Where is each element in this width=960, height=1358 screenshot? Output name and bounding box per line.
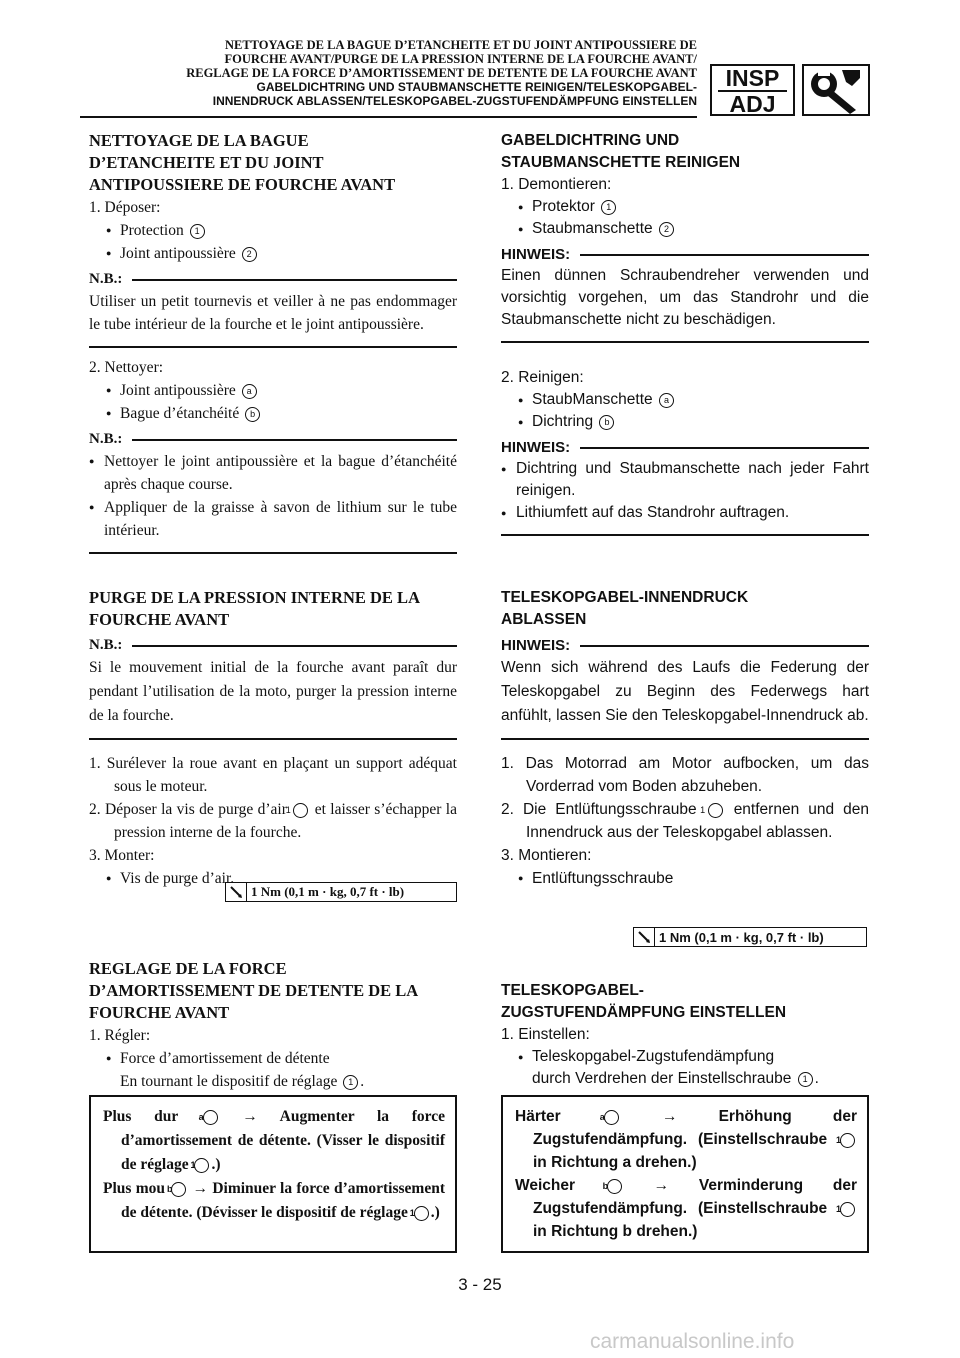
- de-box-softer: Weicher b → Verminderung der Zugstufendämpfung. (Einstellschraube 1 in Richtung b drehen.): [515, 1177, 857, 1240]
- de-s1-title-1: GABELDICHTRING UND: [501, 132, 680, 149]
- de-s2-step-3: 3. Montieren:: [501, 847, 592, 864]
- de-s2-title-2: ABLASSEN: [501, 611, 587, 628]
- de-s3-step-1: 1. Einstellen:: [501, 1026, 590, 1043]
- fr-s2-title-2: FOURCHE AVANT: [89, 610, 230, 629]
- page-number: 3 - 25: [458, 1275, 502, 1294]
- de-s1-note2-item-2: ● Lithiumfett auf das Standrohr auftragen.: [501, 502, 869, 524]
- de-section-2: [501, 587, 869, 890]
- fr-s1-note-text: Utiliser un petit tournevis et veiller à ne pas endommager le tube intérieur de la fourche et le joint antipoussière.: [89, 293, 457, 333]
- de-s1-title-2: STAUBMANSCHETTE REINIGEN: [501, 154, 741, 171]
- fr-section-3: [89, 958, 457, 1093]
- header-rule: [80, 116, 697, 118]
- de-s3-bullet-1-cont: durch Verdrehen der Einstellschraube 1 .: [532, 1070, 819, 1087]
- fr-s3-bullet-1: ● Force d’amortissement de détente: [89, 1047, 457, 1070]
- note-end-rule: [501, 341, 869, 343]
- header-line-4: GABELDICHTRING UND STAUBMANSCHETTE REINIGEN/TELESKOPGABEL-: [256, 80, 697, 94]
- fr-s2-note-label: N.B.:: [89, 637, 457, 654]
- de-torque-spec: [633, 927, 867, 947]
- header-line-1: NETTOYAGE DE LA BAGUE D’ETANCHEITE ET DU JOINT ANTIPOUSSIERE DE: [224, 38, 697, 52]
- fr-s3-title-1: REGLAGE DE LA FORCE: [89, 959, 287, 978]
- fr-s1-bullet-1: ● Protection 1: [89, 219, 457, 242]
- de-s2-note-label: HINWEIS:: [501, 637, 869, 654]
- de-section-3: [501, 980, 869, 1090]
- watermark: carmanualsonline.info: [590, 1330, 795, 1353]
- de-s2-step-1: 1. Das Motorrad am Motor aufbocken, um das Vorderrad vom Boden abzuheben.: [501, 755, 869, 795]
- fr-s1-note2-label: N.B.:: [89, 431, 457, 448]
- de-s1-bullet-1: ● Protektor 1: [501, 196, 869, 218]
- de-s1-step-1: 1. Demontieren:: [501, 176, 612, 193]
- fr-box-harder: Plus dur a → Augmenter la force d’amortissement de détente. (Visser le dispositif de réglage 1 .): [103, 1108, 445, 1173]
- de-s1-note-text: Einen dünnen Schraubendreher verwenden und vorsichtig vorgehen, um das Standrohr und die Staubmanschette nicht zu beschädigen.: [501, 267, 869, 328]
- note-end-rule: [89, 346, 457, 348]
- fr-s1-title-3: ANTIPOUSSIERE DE FOURCHE AVANT: [89, 175, 396, 194]
- de-box-harder: Härter a → Erhöhung der Zugstufendämpfung. (Einstellschraube 1 in Richtung a drehen.): [515, 1108, 858, 1171]
- fr-s1-bullet-4: ● Bague d’étanchéité b: [89, 402, 457, 425]
- de-torque-value: 1 Nm (0,1 m · kg, 0,7 ft · lb): [659, 929, 824, 945]
- header-line-3: REGLAGE DE LA FORCE D’AMORTISSEMENT DE DETENTE DE LA FOURCHE AVANT: [186, 66, 697, 80]
- fr-s1-step-2: 2. Nettoyer:: [89, 359, 164, 376]
- note-end-rule: [501, 738, 869, 740]
- insp-adj-badge: [710, 64, 795, 116]
- de-s1-bullet-2: ● Staubmanschette 2: [501, 218, 869, 240]
- fr-s3-title-3: FOURCHE AVANT: [89, 1003, 230, 1022]
- fr-s2-step-1: 1. Surélever la roue avant en plaçant un support adéquat sous le moteur.: [89, 755, 457, 795]
- de-section-1: [501, 130, 869, 536]
- fr-s2-note-text: Si le mouvement initial de la fourche avant paraît dur pendant l’utilisation de la moto, purger la pression interne de la fourche.: [89, 659, 457, 724]
- badge-adj: ADJ: [718, 90, 787, 116]
- header-line-2: FOURCHE AVANT/PURGE DE LA PRESSION INTERNE DE LA FOURCHE AVANT/: [224, 52, 697, 66]
- de-s3-title-2: ZUGSTUFENDÄMPFUNG EINSTELLEN: [501, 1004, 787, 1021]
- fr-torque-value: 1 Nm (0,1 m · kg, 0,7 ft · lb): [251, 884, 405, 899]
- de-s2-title-1: TELESKOPGABEL-INNENDRUCK: [501, 589, 749, 606]
- fr-section-1: [89, 130, 457, 554]
- fr-s1-bullet-2: ● Joint antipoussière 2: [89, 242, 457, 265]
- torque-wrench-icon: [634, 928, 655, 946]
- de-s3-bullet-1: ● Teleskopgabel-Zugstufendämpfung: [501, 1046, 869, 1068]
- fr-s2-title-1: PURGE DE LA PRESSION INTERNE DE LA: [89, 588, 420, 607]
- de-s1-note2-item-1: ● Dichtring und Staubmanschette nach jeder Fahrt reinigen.: [501, 458, 869, 502]
- fr-s2-step-2: 2. Déposer la vis de purge d’air 1 et laisser s’échapper la pression interne de la fourche.: [89, 801, 457, 841]
- fr-s3-bullet-1-cont: En tournant le dispositif de réglage 1 .: [120, 1073, 365, 1090]
- de-s1-bullet-4: ● Dichtring b: [501, 411, 869, 433]
- wrench-tool-icon: [802, 64, 870, 116]
- de-s3-title-1: TELESKOPGABEL-: [501, 982, 644, 999]
- note-end-rule: [89, 738, 457, 740]
- torque-wrench-icon: [226, 883, 247, 901]
- note-end-rule: [501, 534, 869, 536]
- fr-box-softer: Plus mou b → Diminuer la force d’amortissement de détente. (Dévisser le dispositif de réglage 1 .): [103, 1180, 446, 1221]
- fr-s1-note2-item-2: ● Appliquer de la graisse à savon de lithium sur le tube intérieur.: [89, 496, 457, 542]
- fr-s1-note-label: N.B.:: [89, 271, 457, 288]
- fr-s1-title-1: NETTOYAGE DE LA BAGUE: [89, 131, 309, 150]
- fr-s1-note2-item-1: ● Nettoyer le joint antipoussière et la bague d’étanchéité après chaque course.: [89, 450, 457, 496]
- fr-adjust-box: [89, 1095, 457, 1253]
- fr-s1-bullet-3: ● Joint antipoussière a: [89, 379, 457, 402]
- fr-s1-step-1: 1. Déposer:: [89, 199, 161, 216]
- page-header: [80, 38, 697, 108]
- de-s2-note-text: Wenn sich während des Laufs die Federung der Teleskopgabel zu Beginn des Federwegs hart anfühlt, lassen Sie den Teleskopgabel-Innendruck ab.: [501, 659, 869, 724]
- fr-torque-spec: [225, 882, 457, 902]
- fr-s3-step-1: 1. Régler:: [89, 1027, 151, 1044]
- note-end-rule: [89, 552, 457, 554]
- fr-section-2: [89, 587, 457, 890]
- de-s1-note2-label: HINWEIS:: [501, 439, 869, 456]
- badge-insp: INSP: [725, 65, 780, 91]
- fr-s1-title-2: D’ETANCHEITE ET DU JOINT: [89, 153, 324, 172]
- de-s1-note-label: HINWEIS:: [501, 246, 869, 263]
- de-s1-step-2: 2. Reinigen:: [501, 369, 584, 386]
- de-s1-bullet-3: ● StaubManschette a: [501, 389, 869, 411]
- header-line-5: INNENDRUCK ABLASSEN/TELESKOPGABEL-ZUGSTUFENDÄMPFUNG EINSTELLEN: [212, 94, 697, 108]
- fr-s2-step-3: 3. Monter:: [89, 847, 155, 864]
- fr-s2-bullet-1: ● Vis de purge d’air.: [89, 867, 457, 890]
- fr-s3-title-2: D’AMORTISSEMENT DE DETENTE DE LA: [89, 981, 419, 1000]
- de-s2-step-2: 2. Die Entlüftungsschraube 1 entfernen und den Innendruck aus der Teleskopgabel ablassen.: [501, 801, 869, 841]
- de-s2-bullet-1: ● Entlüftungsschraube: [501, 867, 869, 890]
- de-adjust-box: [501, 1095, 869, 1253]
